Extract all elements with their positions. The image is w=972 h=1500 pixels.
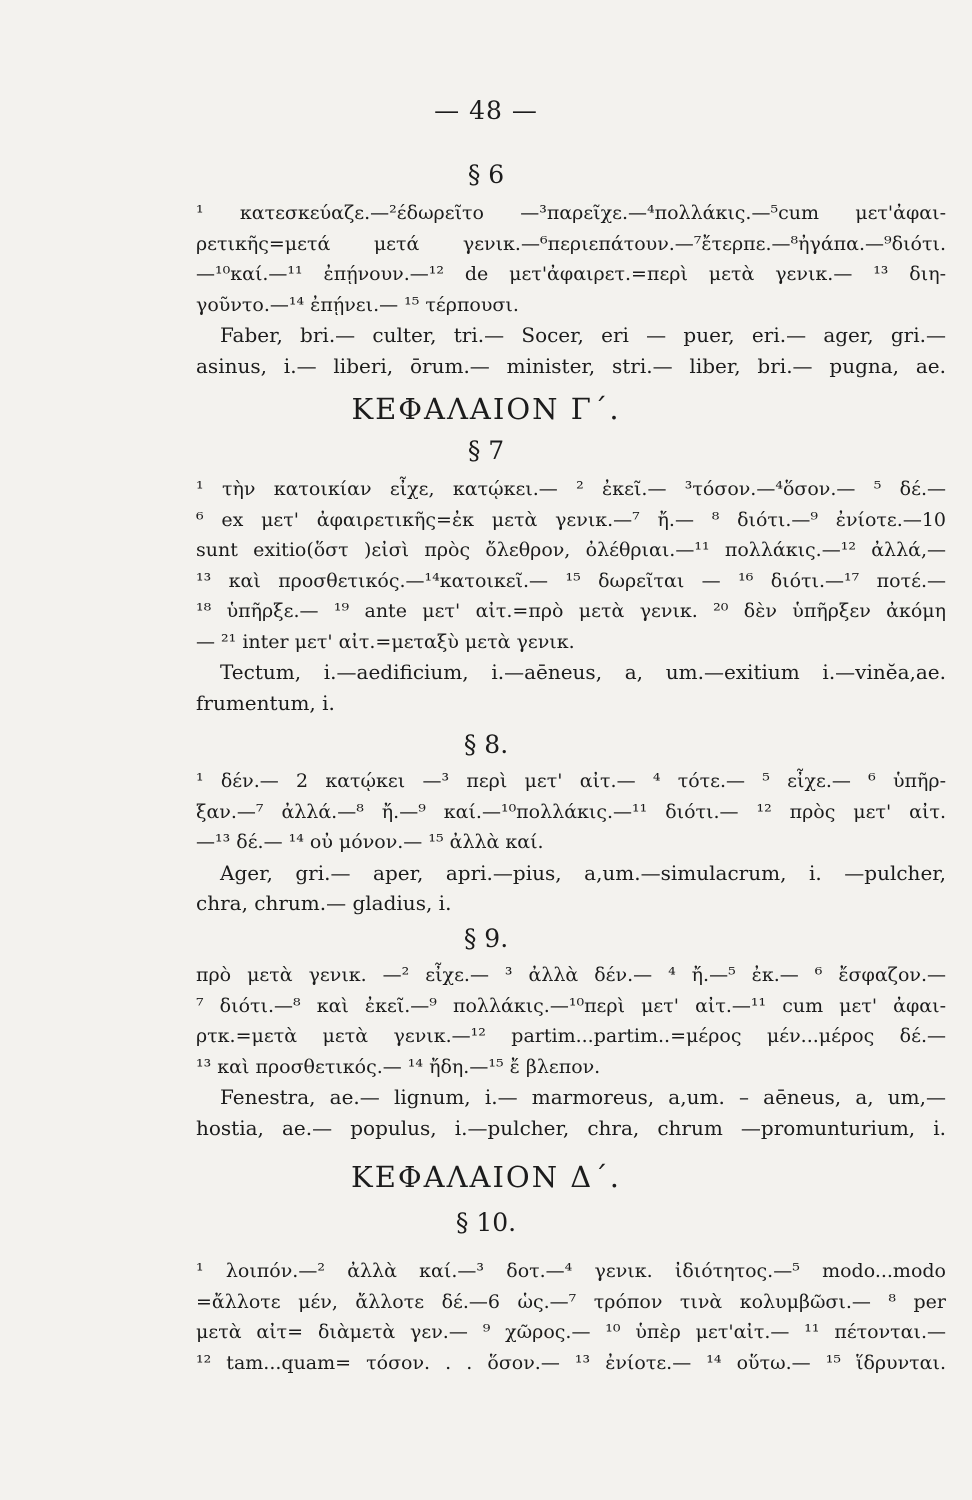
note-line: ¹ τὴν κατοικίαν εἶχε, κατῴκει.— ² ἐκεῖ.— ³τόσον.—⁴ὅσον.— ⁵ δέ.— (196, 478, 946, 500)
vocab-line: Tectum, i.—aedificium, i.—aēneus, a, um.—exitium i.—vinĕa,ae. (220, 660, 946, 684)
section-7-notes (196, 474, 946, 718)
note-line: ρτκ.=μετὰ μετὰ γενικ.—¹² partim...partim..=μέρος μέν...μέρος δέ.— (196, 1025, 946, 1047)
chapter-heading-gamma: ΚΕΦΑΛΑΙΟΝ Γ΄. (351, 392, 621, 426)
note-line: πρὸ μετὰ γενικ. —² εἶχε.— ³ ἀλλὰ δέν.— ⁴ ἤ.—⁵ ἐκ.— ⁶ ἔσφαζον.— (196, 964, 946, 986)
section-heading-8: § 8. (463, 730, 509, 759)
note-line: ρετικῆς=μετά μετά γενικ.—⁶περιεπάτουν.—⁷ἔτερπε.—⁸ἠγάπα.—⁹διότι. (196, 232, 946, 255)
section-heading-6: § 6 (467, 160, 505, 189)
note-line: —¹³ δέ.— ¹⁴ οὐ μόνον.— ¹⁵ ἀλλὰ καί. (196, 831, 544, 853)
note-line: μετὰ αἰτ= διὰμετὰ γεν.— ⁹ χῶρος.— ¹⁰ ὑπὲρ μετ'αἰτ.— ¹¹ πέτονται.— (196, 1321, 946, 1343)
note-line: ⁶ ex μετ' ἀφαιρετικῆς=ἐκ μετὰ γενικ.—⁷ ἤ.— ⁸ διότι.—⁹ ἐνίοτε.—10 (196, 508, 946, 531)
note-line: ¹ λοιπόν.—² ἀλλὰ καί.—³ δοτ.—⁴ γενικ. ἰδιότητος.—⁵ modo...modo (196, 1260, 946, 1282)
vocab-line: Faber, bri.— culter, tri.— Socer, eri — puer, eri.— ager, gri.— (220, 323, 946, 347)
section-10-notes (196, 1256, 946, 1378)
note-line: =ἄλλοτε μέν, ἄλλοτε δέ.—6 ὡς.—⁷ τρόπον τινὰ κολυμβῶσι.— ⁸ per (196, 1290, 946, 1313)
vocab-line: Fenestra, ae.— lignum, i.— marmoreus, a,um. – aēneus, a, um,— (220, 1085, 946, 1109)
note-line: ¹³ καὶ προσθετικός.—¹⁴κατοικεῖ.— ¹⁵ δωρεῖται — ¹⁶ διότι.—¹⁷ ποτέ.— (196, 569, 946, 592)
section-heading-9: § 9. (463, 924, 509, 953)
note-line: γοῦντο.—¹⁴ ἐπῄνει.— ¹⁵ τέρπουσι. (196, 293, 519, 316)
note-line: ξαν.—⁷ ἀλλά.—⁸ ἤ.—⁹ καί.—¹⁰πολλάκις.—¹¹ διότι.— ¹² πρὸς μετ' αἰτ. (196, 800, 946, 823)
note-line: ¹⁸ ὑπῆρξε.— ¹⁹ ante μετ' αἰτ.=πρὸ μετὰ γενικ. ²⁰ δὲν ὑπῆρξεν ἀκόμη (196, 600, 946, 622)
vocab-line: asinus, i.— liberi, ōrum.— minister, stri.— liber, bri.— pugna, ae. (196, 353, 946, 378)
note-line: ⁷ διότι.—⁸ καὶ ἐκεῖ.—⁹ πολλάκις.—¹⁰περὶ μετ' αἰτ.—¹¹ cum μετ' ἀφαι- (196, 994, 946, 1017)
note-line: ¹ κατεσκεύαζε.—²έδωρεῖτο —³παρεῖχε.—⁴πολλάκις.—⁵cum μετ'ἀφαι- (196, 202, 946, 224)
chapter-heading-delta: ΚΕΦΑΛΑΙΟΝ Δ΄. (351, 1160, 621, 1194)
vocab-line: hostia, ae.— populus, i.—pulcher, chra, chrum —promunturium, i. (196, 1115, 946, 1140)
vocab-line: Ager, gri.— aper, apri.—pius, a,um.—simulacrum, i. —pulcher, (220, 860, 946, 885)
note-line: sunt exitio(ὅστ )εἰσὶ πρὸς ὄλεθρον, ὀλέθριαι.—¹¹ πολλάκις.—¹² ἀλλά,— (196, 539, 946, 561)
note-line: ¹ δέν.— 2 κατῴκει —³ περὶ μετ' αἰτ.— ⁴ τότε.— ⁵ εἶχε.— ⁶ ὑπῆρ- (196, 770, 946, 792)
note-line: — ²¹ inter μετ' αἰτ.=μεταξὺ μετὰ γενικ. (196, 630, 575, 653)
section-9-notes (196, 960, 946, 1143)
section-heading-7: § 7 (467, 436, 505, 465)
vocab-line: frumentum, i. (196, 690, 335, 715)
section-heading-10: § 10. (455, 1208, 517, 1237)
section-6-notes (196, 198, 946, 381)
section-8-notes (196, 766, 946, 919)
note-line: ¹² tam...quam= τόσον. . . ὅσον.— ¹³ ἐνίοτε.— ¹⁴ οὕτω.— ¹⁵ ἵδρυνται. (196, 1351, 946, 1374)
vocab-line: chra, chrum.— gladius, i. (196, 891, 452, 915)
page-number: — 48 — (434, 96, 538, 125)
note-line: —¹⁰καί.—¹¹ ἐπῄνουν.—¹² de μετ'ἀφαιρετ.=περὶ μετὰ γενικ.— ¹³ διη- (196, 263, 946, 285)
note-line: ¹³ καὶ προσθετικός.— ¹⁴ ἤδη.—¹⁵ ἔ βλεπον. (196, 1055, 601, 1078)
